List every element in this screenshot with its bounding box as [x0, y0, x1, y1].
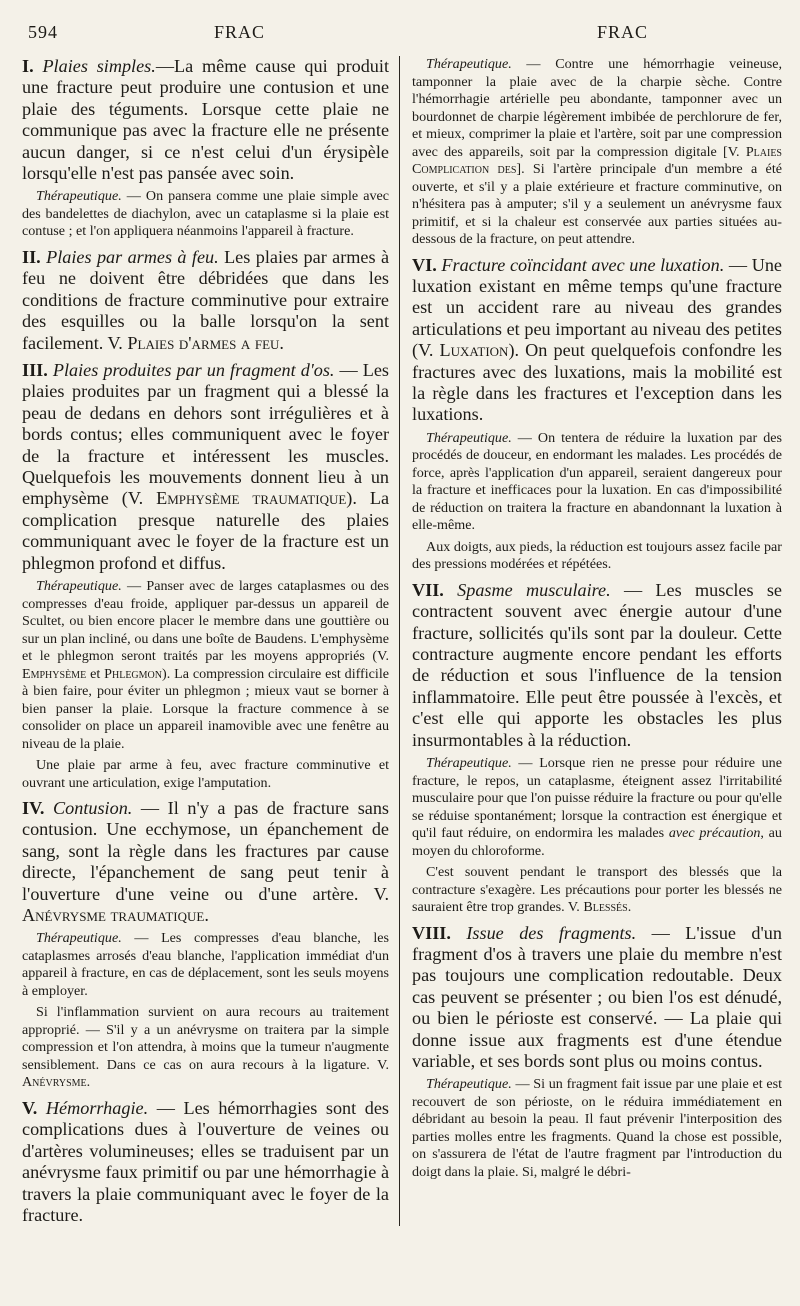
therapeutique-paragraph: Thérapeutique. — Lorsque rien ne presse pour réduire une fracture, le repos, un cataplasme, éteignent assez l'irritabilité musculaire pour que l'on puisse réduire la fracture ou pour qu'elle se réduise spontanément; lorsque la contraction est énergique et qu'il faut réduire, on endormira les malades avec précaution, au moyen du chloroforme. — [412, 755, 782, 859]
page-number: 594 — [28, 22, 58, 42]
therapeutique-paragraph: Thérapeutique. — Panser avec de larges cataplasmes ou des compresses d'eau froide, appliquer par-dessus un appareil de Scultet, ou bien encore placer le membre dans une gouttière ou sur un plan incliné, ou dans une boîte de Baudens. L'emphysème et le phlegmon seront traités par les moyens appropriés (V. Emphysème et Phlegmon). La compression circulaire est difficile à bien faire, pour éviter un phlegmon ; mieux vaut se borner à bien panser la plaie. Lorsque la fracture commence à se consolider on place un appareil inamovible avec une fenêtre au niveau de la plaie. — [22, 578, 390, 752]
therapeutique-paragraph: Thérapeutique. — Contre une hémorrhagie veineuse, tamponner la plaie avec de la charpie sèche. Contre l'hémorrhagie artérielle peu abondante, tamponner avec un bourdonnet de charpie légèrement imbibée de perchlorure de fer, et mieux, comprimer la plaie et l'artère, soit par une compression avec des appareils, soit par la compression digitale [V. Plaies Complication des]. Si l'artère principale d'un membre a été ouverte, et s'il y a plaie extérieure et fracture comminutive, on n'hésitera pas à amputer; s'il y a seulement un anévrysme faux primitif, et si la chaleur est conservée aux parties situées au-dessous de la fracture, on peut attendre. — [412, 56, 782, 247]
right-column — [399, 56, 782, 1226]
body-paragraph: Une plaie par arme à feu, avec fracture comminutive et ouvrant une articulation, exige l'amputation. — [22, 757, 390, 791]
section-fracture-luxation: VI. Fracture coïncidant avec une luxation. — Une luxation existant en même temps qu'une fracture est un accident rare au niveau des grandes articulations et peu important au niveau des petites (V. Luxation). On peut quelquefois confondre les fractures avec des luxations, mais la mobilité est la règle dans les fractures et l'exception dans les luxations. — [412, 254, 782, 425]
running-header — [22, 22, 782, 56]
body-paragraph: Si l'inflammation survient on aura recours au traitement approprié. — S'il y a un anévrysme on traitera par la simple compression et l'on attendra, à moins que la tumeur n'augmente sensiblement. Dans ce cas on aura recours à la ligature. V. Anévrysme. — [22, 1004, 390, 1091]
left-column — [22, 56, 399, 1226]
header-left-title: FRAC — [214, 22, 266, 42]
section-plaies-simples: I. Plaies simples.—La même cause qui produit une fracture peut produire une contusion et une plaie des téguments. Lorsque cette plaie ne communique pas avec la fracture elle ne présente aucun danger, si ce n'est celui d'un érysipèle lorsqu'elle n'est pas pansée avec soin. — [22, 56, 390, 184]
section-spasme-musculaire: VII. Spasme musculaire. — Les muscles se contractent souvent avec énergie autour d'une fracture, sollicités qu'ils sont par la douleur. Cette contracture augmente encore pendant les efforts de réduction et sous l'influence de la tension inflammatoire. Elle peut être poussée à l'excès, et c'est elle qui apporte les obstacles les plus insurmontables à la réduction. — [412, 579, 782, 750]
section-issue-fragments: VIII. Issue des fragments. — L'issue d'un fragment d'os à travers une plaie du membre n'est pas toujours une complication redoutable. Deux cas peuvent se présenter ; ou bien l'os est dénudé, ou bien le périoste est conservé. — La plaie qui donne issue aux fragments est d'une étendue variable, et ses bords sont plus ou moins contus. — [412, 922, 782, 1071]
therapeutique-paragraph: Thérapeutique. — On pansera comme une plaie simple avec des bandelettes de diachylon, avec un cataplasme si la plaie est contuse ; et l'on appliquera néanmoins l'appareil à fracture. — [22, 188, 390, 240]
therapeutique-paragraph: Thérapeutique. — On tentera de réduire la luxation par des procédés de douceur, en endormant les malades. Les procédés de force, après l'application d'un appareil, seraient dangereux pour la fracture et inefficaces pour la luxation. En cas d'impossibilité de réduction on traitera la fracture en abandonnant la luxation à elle-même. — [412, 429, 782, 534]
section-plaies-armes-feu: II. Plaies par armes à feu. Les plaies par armes à feu ne doivent être débridées que dans les conditions de fracture comminutive pour extraire des esquilles ou la balle lorsqu'on la sent facilement. V. Plaies d'armes a feu. — [22, 246, 390, 353]
body-paragraph: Aux doigts, aux pieds, la réduction est toujours assez facile par des pressions modérées et répétées. — [412, 538, 782, 573]
section-plaies-fragment: III. Plaies produites par un fragment d'os. — Les plaies produites par un fragment qui a blessé la peau de dedans en dehors sont irrégulières et à bords contus; elles communiquent avec le foyer de la fracture et intéressent les muscles. Quelquefois les mouvements donnent lieu à un emphysème (V. Emphysème traumatique). La complication presque naturelle des plaies communiquant avec le foyer de la fracture est un phlegmon profond et diffus. — [22, 359, 390, 573]
therapeutique-paragraph: Thérapeutique. — Les compresses d'eau blanche, les cataplasmes arrosés d'eau blanche, l'application immédiat d'un appareil à fracture, en cas de déplacement, sont les seuls moyens à employer. — [22, 930, 390, 999]
section-hemorrhagie: V. Hémorrhagie. — Les hémorrhagies sont des complications dues à l'ouverture de veines ou d'artères volumineuses; elles se traduisent par un anévrysme faux primitif ou par une hémorrhagie à travers la plaie communiquant avec le foyer de la fracture. — [22, 1097, 390, 1225]
therapeutique-paragraph: Thérapeutique. — Si un fragment fait issue par une plaie et est recouvert de son périoste, on le réduira immédiatement en débridant au besoin la peau. Il faut prévenir l'interposition des parties molles entre les fragments. Quand la chose est possible, on s'assurera de l'état de l'autre fragment par l'introduction du doigt dans la plaie. Si, malgré le débri- — [412, 1076, 782, 1180]
section-contusion: IV. Contusion. — Il n'y a pas de fracture sans contusion. Une ecchymose, un épanchement de sang, sont la règle dans les fractures par cause directe, l'épanchement de sang peut tenir à l'ouverture d'une veine ou d'une artère. V. Anévrysme traumatique. — [22, 798, 390, 926]
body-paragraph: C'est souvent pendant le transport des blessés que la contracture s'exagère. Les précautions pour porter les blessés ne sauraient être trop grandes. V. Blessés. — [412, 864, 782, 915]
header-right-title: FRAC — [597, 22, 649, 42]
